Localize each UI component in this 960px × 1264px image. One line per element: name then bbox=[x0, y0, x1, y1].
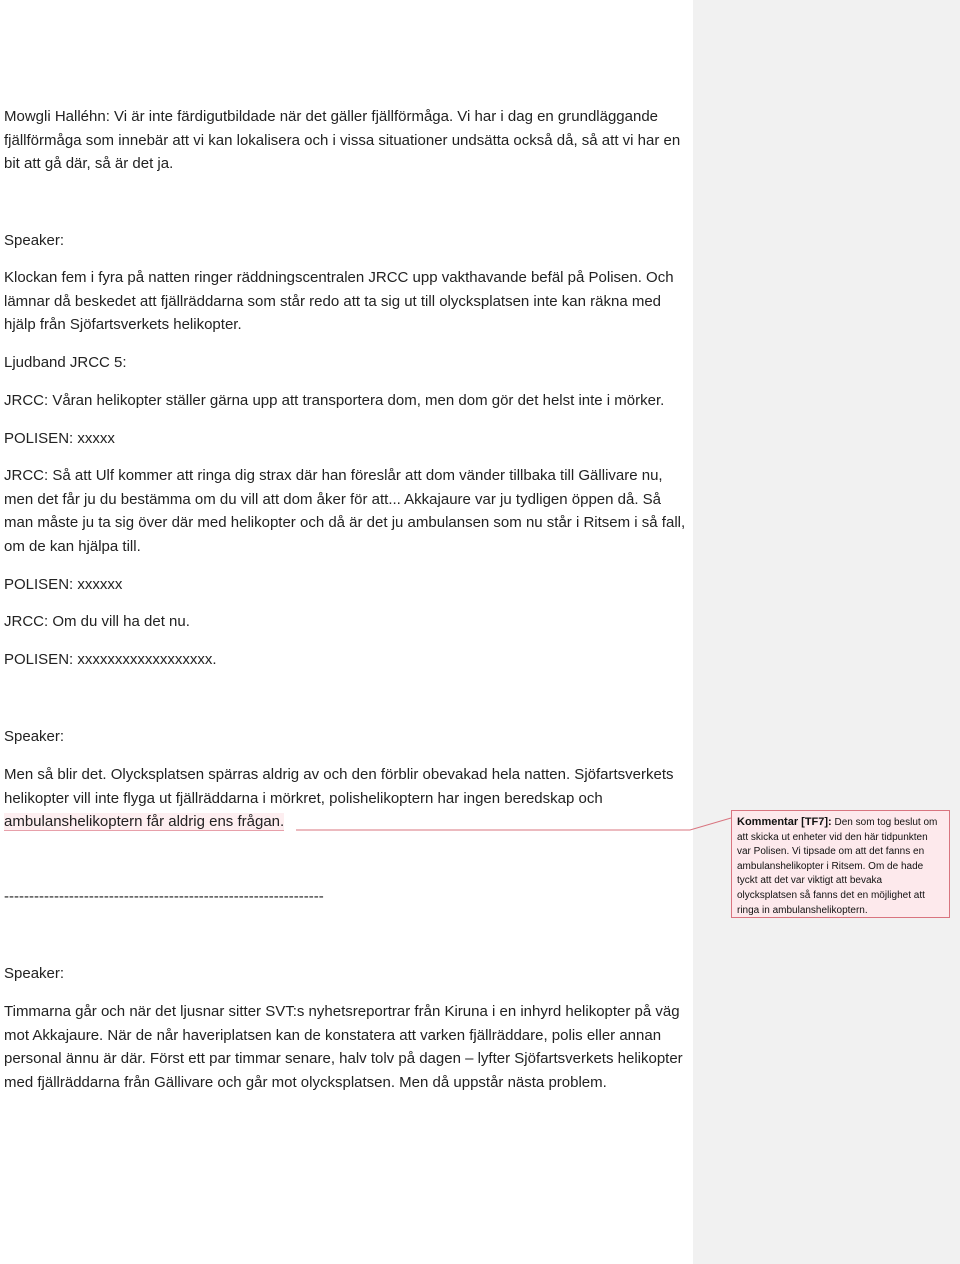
comment-label: Kommentar [TF7]: bbox=[737, 816, 832, 828]
paragraph-klockan: Klockan fem i fyra på natten ringer räddningscentralen JRCC upp vakthavande befäl på Polisen. Och lämnar då beskedet att fjällräddarna som står redo att ta sig ut till olycksplatsen inte kan räkna med hjälp från Sjöfartsverkets helikopter. bbox=[4, 269, 674, 333]
speaker-label-2: Speaker: bbox=[4, 728, 65, 745]
comment-text: Den som tog beslut om att skicka ut enheter vid den här tidpunkten var Polisen. Vi tipsade om att det fanns en ambulanshelikopter i Ritsem. Om de hade tyckt att det var viktigt att bevaka olycksplatsen så fanns det en möjlighet att ringa in ambulanshelikoptern. bbox=[737, 817, 938, 916]
ljudband-label: Ljudband JRCC 5: bbox=[4, 354, 127, 371]
comment-balloon[interactable] bbox=[731, 810, 950, 918]
paragraph-men-sa: Men så blir det. Olycksplatsen spärras aldrig av och den förblir obevakad hela natten. Sjöfartsverkets helikopter vill inte flyga ut fjällräddarna i mörkret, polishelikoptern har ingen beredskap och bbox=[4, 766, 674, 807]
paragraph-jrcc-2: JRCC: Så att Ulf kommer att ringa dig strax där han föreslår att dom vänder tillbaka till Gällivare nu, men det får ju du bestämma om du vill att dom åker för att... Akkajaure var ju tydligen öppen då. Så man måste ju ta sig över där med helikopter och då är det ju ambulansen som nu står i Ritsem i så fall, om de kan hjälpa till. bbox=[4, 467, 686, 555]
divider-dashes: ---------------------------------------------------------------- bbox=[4, 888, 324, 905]
speaker-label-3: Speaker: bbox=[4, 965, 65, 982]
paragraph-polisen-3: POLISEN: xxxxxxxxxxxxxxxxxx. bbox=[4, 651, 217, 668]
paragraph-polisen-2: POLISEN: xxxxxx bbox=[4, 576, 123, 593]
paragraph-polisen-1: POLISEN: xxxxx bbox=[4, 430, 115, 447]
paragraph-mowgli: Mowgli Halléhn: Vi är inte färdigutbildade när det gäller fjällförmåga. Vi har i dag en grundläggande fjällförmåga som innebär att vi kan lokalisera och i vissa situationer undsätta också då, så att vi har en bit att gå där, så är det ja. bbox=[4, 108, 681, 172]
paragraph-jrcc-3: JRCC: Om du vill ha det nu. bbox=[4, 613, 190, 630]
paragraph-jrcc-1: JRCC: Våran helikopter ställer gärna upp att transportera dom, men dom gör det helst inte i mörker. bbox=[4, 392, 665, 409]
paragraph-timmarna: Timmarna går och när det ljusnar sitter SVT:s nyhetsreportrar från Kiruna i en inhyrd helikopter på väg mot Akkajaure. När de når haveriplatsen kan de konstatera att varken fjällräddare, polis eller annan personal ännu är där. Först ett par timmar senare, halv tolv på dagen – lyfter Sjöfartsverkets helikopter med fjällräddarna från Gällivare och går mot olycksplatsen. Men då uppstår nästa problem. bbox=[4, 1003, 683, 1091]
speaker-label-1: Speaker: bbox=[4, 232, 65, 249]
commented-text-highlight[interactable]: ambulanshelikoptern får aldrig ens frågan. bbox=[4, 813, 285, 830]
